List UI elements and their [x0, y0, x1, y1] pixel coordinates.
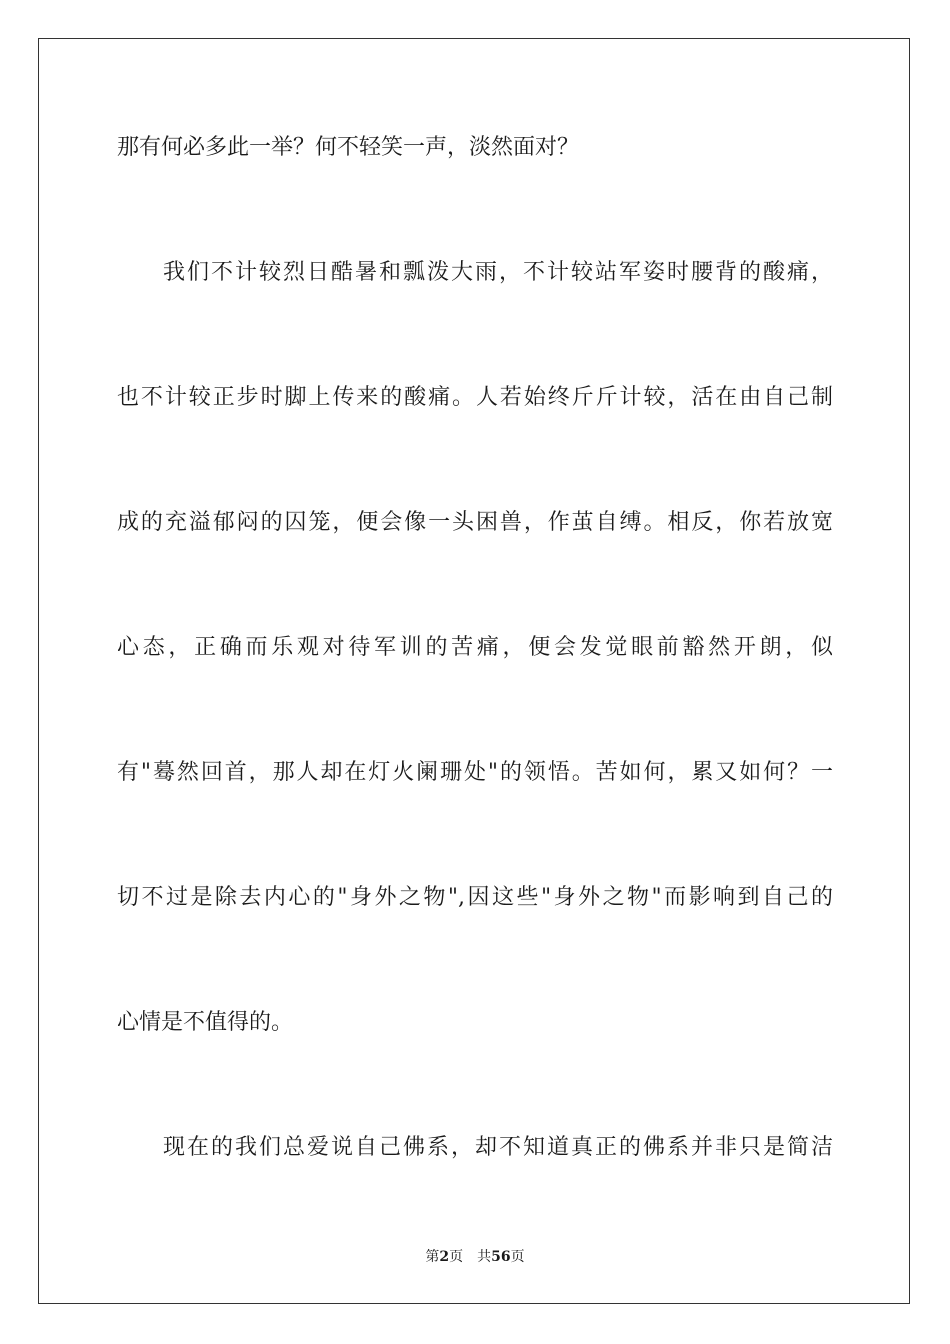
text-line-3: 也不计较正步时脚上传来的酸痛。人若始终斤斤计较，活在由自己制 — [117, 385, 833, 410]
text-line-2: 我们不计较烈日酷暑和瓢泼大雨，不计较站军姿时腰背的酸痛， — [163, 260, 833, 285]
page-number: 2 — [439, 1249, 450, 1265]
text-line-7: 切不过是除去内心的"身外之物",因这些"身外之物"而影响到自己的 — [117, 885, 833, 910]
text-line-9: 现在的我们总爱说自己佛系，却不知道真正的佛系并非只是简洁 — [163, 1135, 833, 1160]
text-line-4: 成的充溢郁闷的囚笼，便会像一头困兽，作茧自缚。相反，你若放宽 — [117, 510, 833, 535]
text-line-6: 有"蓦然回首，那人却在灯火阑珊处"的领悟。苦如何，累又如何？一 — [117, 760, 833, 785]
page-prefix: 第 — [425, 1249, 440, 1265]
page-border — [38, 38, 910, 1304]
text-line-5: 心态，正确而乐观对待军训的苦痛，便会发觉眼前豁然开朗，似 — [117, 635, 833, 660]
total-prefix: 共 — [477, 1249, 492, 1265]
text-line-8: 心情是不值得的。 — [117, 1010, 294, 1035]
text-line-1: 那有何必多此一举？何不轻笑一声，淡然面对？ — [117, 135, 580, 160]
page-suffix: 页 — [449, 1249, 464, 1265]
total-suffix: 页 — [510, 1249, 525, 1265]
page-footer — [0, 1248, 950, 1266]
total-pages: 56 — [491, 1249, 511, 1265]
